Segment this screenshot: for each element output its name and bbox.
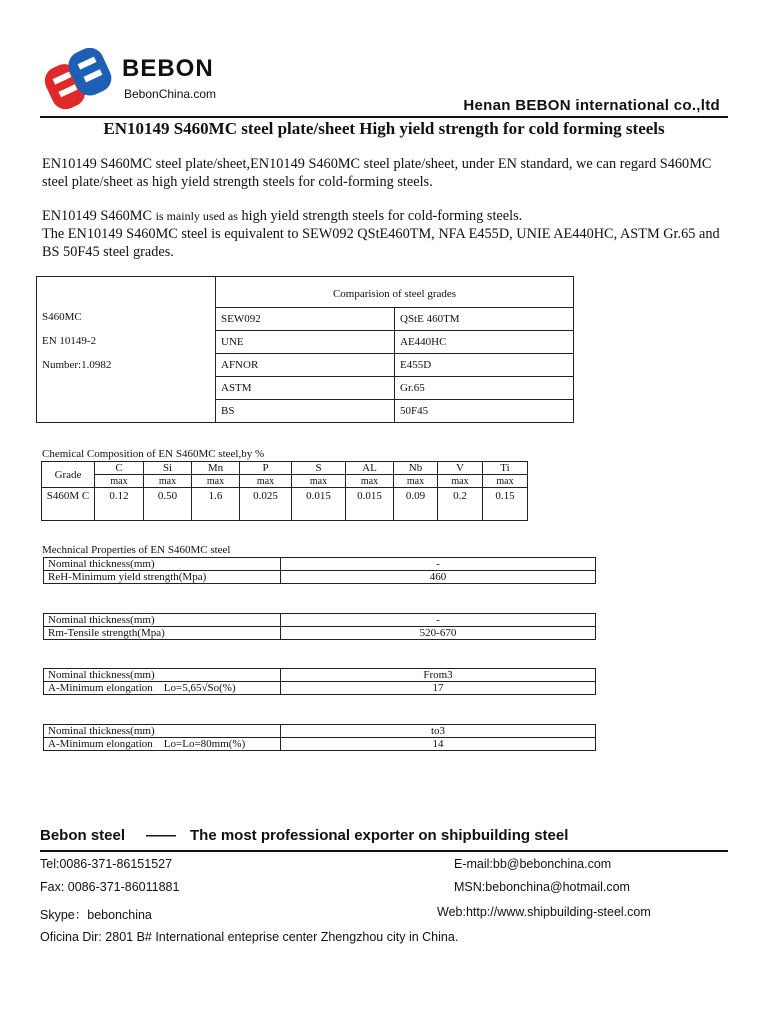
grade-cell: Gr.65 — [395, 377, 574, 400]
grade-cell: AE440HC — [395, 331, 574, 354]
mech-value: 520-670 — [281, 627, 596, 640]
element-header: Mn — [192, 462, 240, 475]
std-cell: BS — [216, 400, 395, 423]
element-value: 0.15 — [483, 488, 528, 521]
grade-value: S460M C — [42, 488, 95, 521]
header-divider — [40, 116, 728, 118]
mech-value: From3 — [281, 669, 596, 682]
element-header: Ti — [483, 462, 528, 475]
footer-slogan: The most professional exporter on shipbuilding steel — [190, 827, 569, 844]
mech-value: 14 — [281, 738, 596, 751]
footer-divider — [40, 850, 728, 852]
max-label: max — [346, 475, 394, 488]
element-value: 0.2 — [438, 488, 483, 521]
mechanical-table-elongation-1 — [43, 668, 596, 695]
grade-standard: EN 10149-2 — [42, 335, 97, 347]
element-value: 1.6 — [192, 488, 240, 521]
company-name: Henan BEBON international co.,ltd — [463, 97, 720, 114]
grade-cell: E455D — [395, 354, 574, 377]
std-cell: ASTM — [216, 377, 395, 400]
contact-tel: Tel:0086-371-86151527 — [40, 857, 173, 871]
usage-text-b: is mainly used as — [155, 209, 238, 223]
mechanical-caption: Mechnical Properties of EN S460MC steel — [42, 544, 231, 556]
bebon-logo-icon — [40, 48, 118, 110]
mech-value: 460 — [281, 571, 596, 584]
element-header: Si — [144, 462, 192, 475]
page-title: EN10149 S460MC steel plate/sheet High yield strength for cold forming steels — [103, 119, 665, 138]
usage-text-a: EN10149 S460MC — [42, 208, 156, 224]
usage-paragraph — [42, 207, 722, 261]
footer-dash: —— — [146, 827, 176, 844]
grade-number: Number:1.0982 — [42, 359, 112, 371]
grade-cell: QStE 460TM — [395, 308, 574, 331]
element-header: Nb — [394, 462, 438, 475]
contact-msn: MSN:bebonchina@hotmail.com — [454, 880, 630, 894]
mech-value: to3 — [281, 725, 596, 738]
chemical-table — [41, 461, 528, 521]
grade-name: S460MC — [42, 311, 82, 323]
grade-header: Grade — [42, 462, 95, 488]
chemical-caption: Chemical Composition of EN S460MC steel,by % — [42, 448, 265, 460]
mech-value: - — [281, 614, 596, 627]
element-value: 0.12 — [95, 488, 144, 521]
element-header: C — [95, 462, 144, 475]
element-header: S — [292, 462, 346, 475]
max-label: max — [144, 475, 192, 488]
contact-address: Oficina Dir: 2801 B# International enteprise center Zhengzhou city in China. — [40, 930, 459, 944]
intro-paragraph: EN10149 S460MC steel plate/sheet,EN10149 S460MC steel plate/sheet, under EN standard, we can regard S460MC steel plate/sheet as high yield strength steels for cold-forming steels. — [42, 156, 712, 190]
std-cell: AFNOR — [216, 354, 395, 377]
element-value: 0.025 — [240, 488, 292, 521]
contact-skype: Skype：bebonchina — [40, 908, 152, 922]
comparison-table — [36, 276, 574, 423]
std-cell: UNE — [216, 331, 395, 354]
comparison-header: Comparision of steel grades — [216, 277, 574, 308]
brand-site: BebonChina.com — [124, 87, 217, 101]
equivalent-text: The EN10149 S460MC steel is equivalent to SEW092 QStE460TM, NFA E455D, UNIE AE440HC, ASTM Gr.65 and BS 50F45 steel grades. — [42, 226, 720, 260]
contact-email[interactable]: E-mail:bb@bebonchina.com — [454, 857, 612, 871]
mech-label: A-Minimum elongation Lo=5,65√So(%) — [44, 682, 281, 695]
element-value: 0.015 — [292, 488, 346, 521]
max-label: max — [95, 475, 144, 488]
mech-label: A-Minimum elongation Lo=Lo=80mm(%) — [44, 738, 281, 751]
grade-cell: 50F45 — [395, 400, 574, 423]
footer-brand: Bebon steel — [40, 827, 126, 844]
element-value: 0.015 — [346, 488, 394, 521]
element-value: 0.50 — [144, 488, 192, 521]
mechanical-table-elongation-2 — [43, 724, 596, 751]
mech-label: Nominal thickness(mm) — [44, 614, 281, 627]
mech-label: ReH-Minimum yield strength(Mpa) — [44, 571, 281, 584]
mechanical-table-yield — [43, 557, 596, 584]
mech-value: - — [281, 558, 596, 571]
mech-label: Nominal thickness(mm) — [44, 558, 281, 571]
mechanical-table-tensile — [43, 613, 596, 640]
max-label: max — [438, 475, 483, 488]
max-label: max — [192, 475, 240, 488]
element-header: P — [240, 462, 292, 475]
mech-label: Nominal thickness(mm) — [44, 669, 281, 682]
max-label: max — [483, 475, 528, 488]
element-value: 0.09 — [394, 488, 438, 521]
contact-web[interactable]: Web:http://www.shipbuilding-steel.com — [437, 905, 651, 919]
max-label: max — [292, 475, 346, 488]
max-label: max — [240, 475, 292, 488]
mech-label: Rm-Tensile strength(Mpa) — [44, 627, 281, 640]
std-cell: SEW092 — [216, 308, 395, 331]
usage-text-c: high yield strength steels for cold-forming steels. — [237, 208, 523, 224]
max-label: max — [394, 475, 438, 488]
contact-fax: Fax: 0086-371-86011881 — [40, 880, 180, 894]
grade-info-cell — [37, 277, 216, 423]
element-header: V — [438, 462, 483, 475]
mech-value: 17 — [281, 682, 596, 695]
brand-name: BEBON — [122, 55, 214, 82]
element-header: AL — [346, 462, 394, 475]
mech-label: Nominal thickness(mm) — [44, 725, 281, 738]
